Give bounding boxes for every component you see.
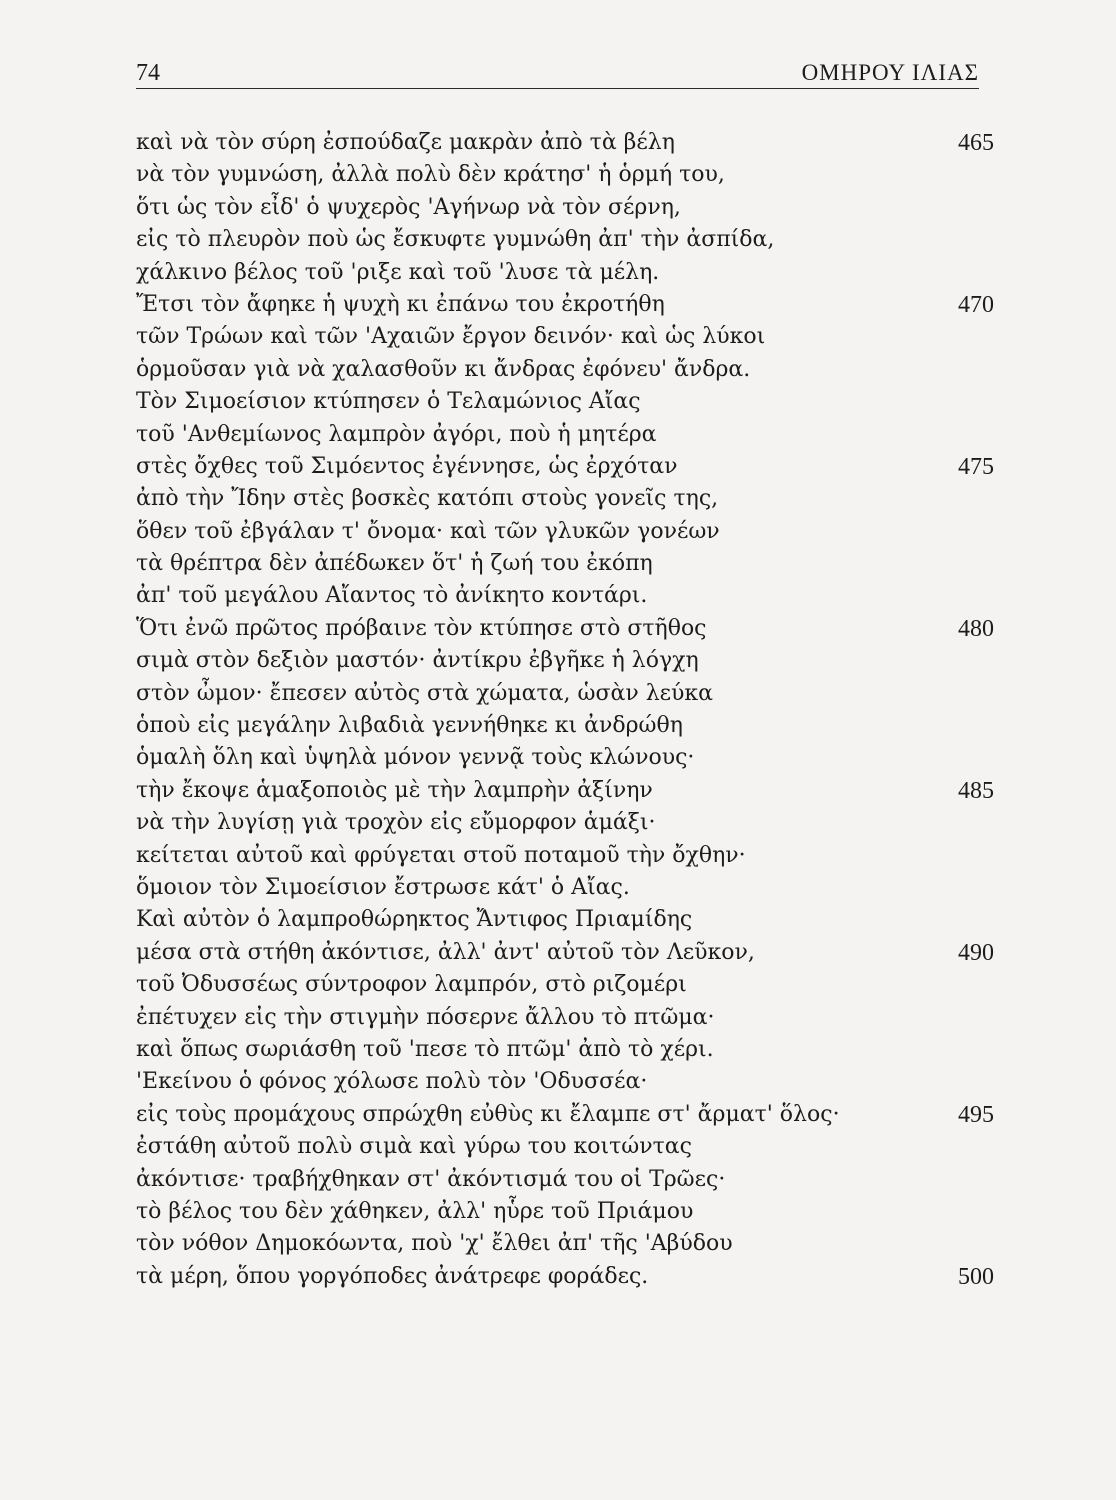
page-header	[136, 56, 979, 89]
verse-text: 'Εκείνου ὁ φόνος χόλωσε πολὺ τὸν 'Οδυσσέα·	[136, 1069, 648, 1095]
verse-text: ὁρμοῦσαν γιὰ νὰ χαλασθοῦν κι ἄνδρας ἐφόνευ' ἄνδρα.	[136, 356, 751, 382]
verse-text: ἐπέτυχεν εἰς τὴν στιγμὴν πόσερνε ἄλλου τὸ πτῶμα·	[136, 1004, 715, 1030]
verse-line	[136, 1262, 994, 1294]
verse-line	[136, 420, 994, 452]
verse-text: καὶ ὅπως σωριάσθη τοῦ 'πεσε τὸ πτῶμ' ἀπὸ τὸ χέρι.	[136, 1036, 714, 1062]
verse-line	[136, 646, 994, 678]
running-title: ΟΜΗΡΟΥ ΙΛΙΑΣ	[801, 60, 979, 85]
verse-text: ἀπὸ τὴν Ἴδην στὲς βοσκὲς κατόπι στοὺς γονεῖς της,	[136, 486, 719, 512]
verse-line	[136, 905, 994, 937]
verse-text: ἀκόντισε· τραβήχθηκαν στ' ἀκόντισμά του οἱ Τρῶες·	[136, 1166, 726, 1192]
verse-text: ὅμοιον τὸν Σιμοείσιον ἔστρωσε κάτ' ὁ Αἴας.	[136, 874, 630, 900]
verse-line	[136, 841, 994, 873]
verse-number: 480	[958, 615, 994, 642]
verse-line	[136, 225, 994, 257]
verse-text: τὴν ἔκοψε ἁμαξοποιὸς μὲ τὴν λαμπρὴν ἀξίνην	[136, 777, 653, 803]
verse-line	[136, 1132, 994, 1164]
verse-text: ἀπ' τοῦ μεγάλου Αἴαντος τὸ ἀνίκητο κοντάρι.	[136, 583, 648, 609]
page-number: 74	[136, 60, 160, 86]
verse-number: 495	[958, 1101, 994, 1128]
verse-text: Καὶ αὐτὸν ὁ λαμπροθώρηκτος Ἄντιφος Πριαμίδης	[136, 907, 693, 933]
verse-line	[136, 355, 994, 387]
verse-number: 500	[958, 1263, 994, 1290]
verse-line	[136, 387, 994, 419]
verse-line	[136, 452, 994, 484]
verse-line	[136, 938, 994, 970]
verse-number: 470	[958, 291, 994, 318]
verse-line	[136, 581, 994, 613]
verse-line	[136, 1197, 994, 1229]
verse-line	[136, 193, 994, 225]
verse-number: 465	[958, 130, 994, 156]
verse-line	[136, 1067, 994, 1099]
verse-text: ὅτι ὡς τὸν εἶδ' ὁ ψυχερὸς 'Αγήνωρ νὰ τὸν σέρνη,	[136, 194, 681, 220]
verse-line	[136, 549, 994, 581]
verse-text: Ὅτι ἐνῶ πρῶτος πρόβαινε τὸν κτύπησε στὸ στῆθος	[136, 615, 707, 641]
verse-text: καὶ νὰ τὸν σύρη ἐσπούδαζε μακρὰν ἀπὸ τὰ βέλη	[136, 130, 675, 155]
verse-text: τοῦ Ὀδυσσέως σύντροφον λαμπρόν, στὸ ριζομέρι	[136, 972, 687, 998]
verse-text: μέσα στὰ στήθη ἀκόντισε, ἀλλ' ἀντ' αὐτοῦ τὸν Λεῦκον,	[136, 939, 755, 965]
verse-line	[136, 970, 994, 1002]
verse-line	[136, 776, 994, 808]
verse-text: τῶν Τρώων καὶ τῶν 'Αχαιῶν ἔργον δεινόν· καὶ ὡς λύκοι	[136, 324, 766, 350]
verse-text: νὰ τὸν γυμνώση, ἀλλὰ πολὺ δὲν κράτησ' ἡ ὁρμή του,	[136, 162, 725, 188]
verse-text: ὅθεν τοῦ ἐβγάλαν τ' ὄνομα· καὶ τῶν γλυκῶν γονέων	[136, 518, 720, 544]
verse-text: τὸ βέλος του δὲν χάθηκεν, ἀλλ' ηὗρε τοῦ Πριάμου	[136, 1198, 694, 1224]
verse-number: 475	[958, 453, 994, 480]
verse-text: εἰς τὸ πλευρὸν ποὺ ὡς ἔσκυφτε γυμνώθη ἀπ' τὴν ἀσπίδα,	[136, 227, 775, 253]
verse-text: ἐστάθη αὐτοῦ πολὺ σιμὰ καὶ γύρω του κοιτώντας	[136, 1134, 692, 1160]
verse-text: ὁμαλὴ ὅλη καὶ ὑψηλὰ μόνον γεννᾷ τοὺς κλώνους·	[136, 745, 695, 771]
verse-line	[136, 743, 994, 775]
verse-text: ὁποὺ εἰς μεγάλην λιβαδιὰ γεννήθηκε κι ἀνδρώθη	[136, 713, 683, 739]
verse-block	[136, 128, 994, 1294]
verse-text: τὰ θρέπτρα δὲν ἀπέδωκεν ὅτ' ἡ ζωή του ἐκόπη	[136, 551, 653, 577]
verse-text: τοῦ 'Ανθεμίωνος λαμπρὸν ἀγόρι, ποὺ ἡ μητέρα	[136, 421, 657, 447]
verse-line	[136, 1100, 994, 1132]
verse-text: στὲς ὄχθες τοῦ Σιμόεντος ἐγέννησε, ὡς ἐρχόταν	[136, 453, 678, 479]
verse-text: τὰ μέρη, ὅπου γοργόποδες ἀνάτρεφε φοράδες.	[136, 1263, 649, 1289]
verse-line	[136, 322, 994, 354]
verse-text: νὰ τὴν λυγίσῃ γιὰ τροχὸν εἰς εὔμορφον ἁμάξι·	[136, 810, 656, 836]
verse-number: 485	[958, 777, 994, 804]
verse-text: χάλκινο βέλος τοῦ 'ριξε καὶ τοῦ 'λυσε τὰ μέλη.	[136, 259, 660, 285]
verse-line	[136, 711, 994, 743]
verse-line	[136, 1165, 994, 1197]
verse-line	[136, 1035, 994, 1067]
verse-line	[136, 290, 994, 322]
verse-text: στὸν ὦμον· ἔπεσεν αὐτὸς στὰ χώματα, ὡσὰν λεύκα	[136, 680, 714, 706]
verse-text: τὸν νόθον Δημοκόωντα, ποὺ 'χ' ἔλθει ἀπ' τῆς 'Αβύδου	[136, 1231, 733, 1257]
verse-line	[136, 258, 994, 290]
verse-line	[136, 484, 994, 516]
verse-line	[136, 808, 994, 840]
verse-text: σιμὰ στὸν δεξιὸν μαστόν· ἀντίκρυ ἐβγῆκε ἡ λόγχη	[136, 648, 699, 674]
verse-text: Ἔτσι τὸν ἄφηκε ἡ ψυχὴ κι ἐπάνω του ἐκροτήθη	[136, 291, 665, 317]
verse-text: κείτεται αὐτοῦ καὶ φρύγεται στοῦ ποταμοῦ τὴν ὄχθην·	[136, 842, 746, 868]
verse-text: Τὸν Σιμοείσιον κτύπησεν ὁ Τελαμώνιος Αἴας	[136, 389, 641, 415]
verse-number: 490	[958, 939, 994, 966]
verse-line	[136, 614, 994, 646]
verse-line	[136, 517, 994, 549]
verse-line	[136, 1229, 994, 1261]
verse-line	[136, 128, 994, 160]
verse-line	[136, 679, 994, 711]
verse-line	[136, 160, 994, 192]
verse-line	[136, 873, 994, 905]
verse-line	[136, 1003, 994, 1035]
verse-text: εἰς τοὺς προμάχους σπρώχθη εὐθὺς κι ἔλαμπε στ' ἄρματ' ὅλος·	[136, 1101, 840, 1127]
